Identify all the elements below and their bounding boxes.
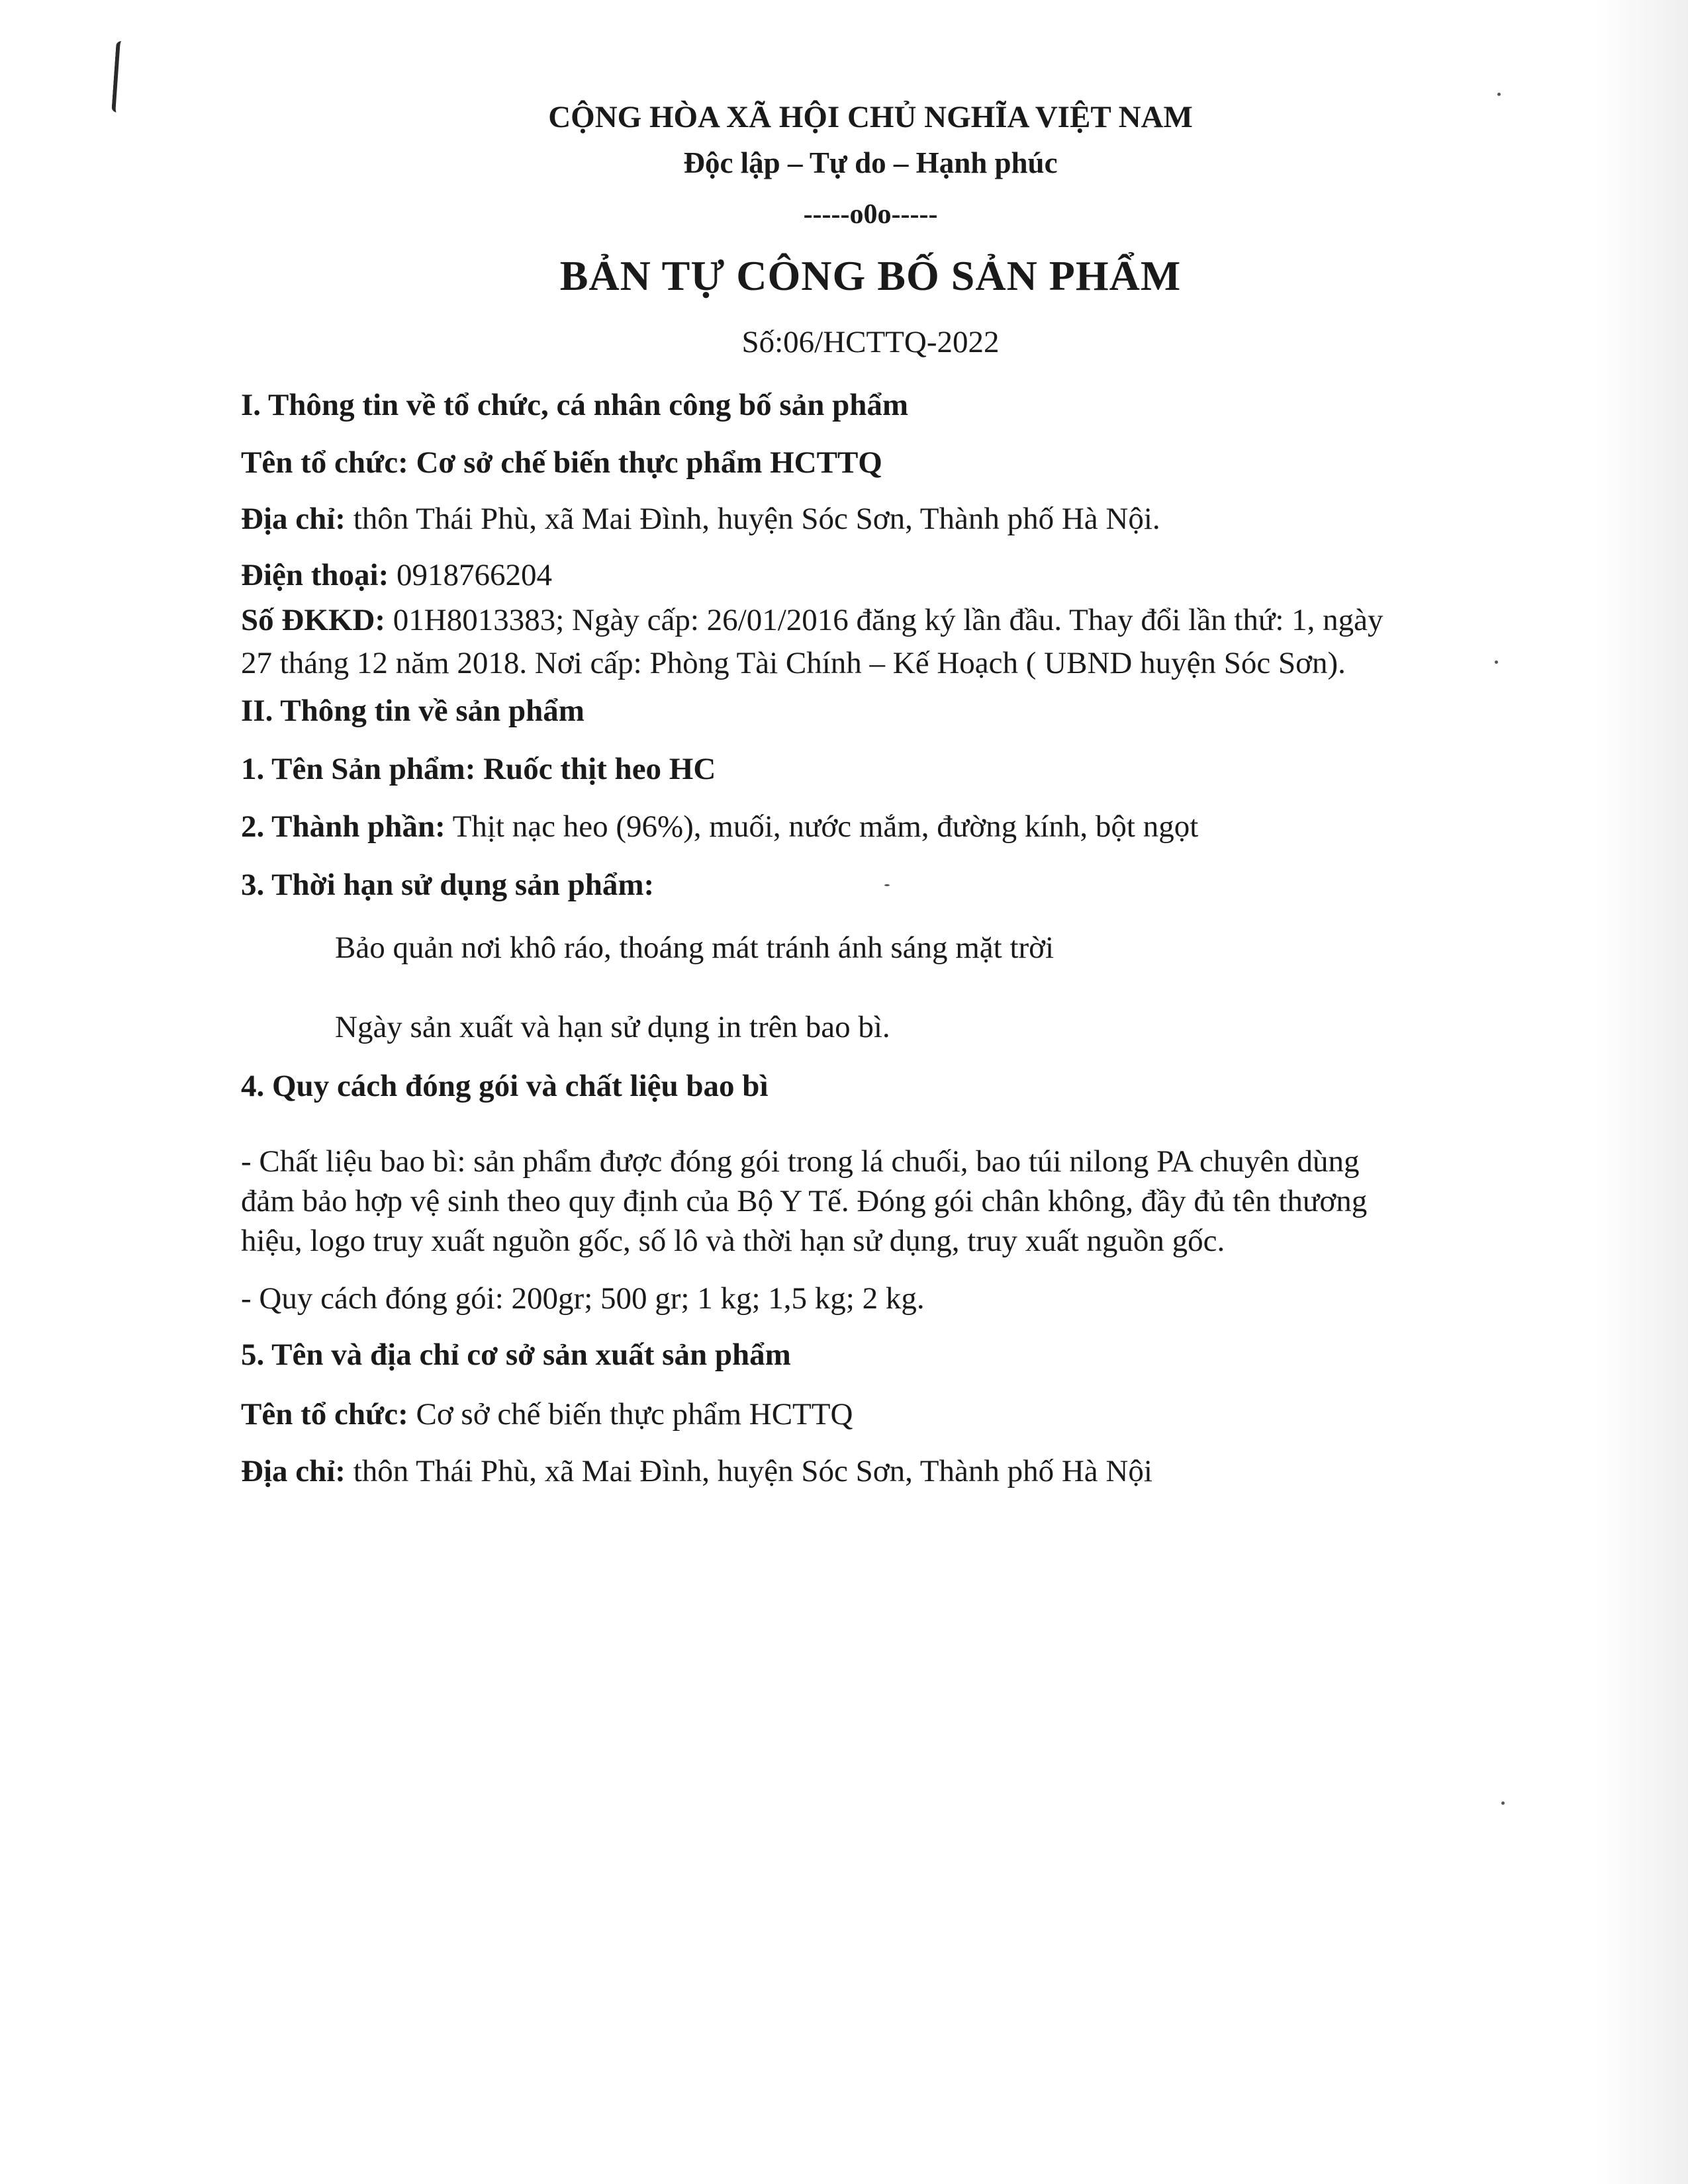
address-label: Địa chỉ: xyxy=(241,502,346,536)
dkkd-value: 01H8013383; Ngày cấp: 26/01/2016 đăng ký lần đầu. Thay đổi lần thứ: 1, ngày xyxy=(393,603,1383,637)
org-label: Tên tổ chức: xyxy=(241,445,408,480)
ingredients-label: 2. Thành phần: xyxy=(241,809,445,844)
producer-address-line xyxy=(241,1453,1152,1489)
dkkd-label: Số ĐKKD: xyxy=(241,603,386,637)
separator: -----o0o----- xyxy=(803,199,938,230)
packaging-material-line-3: hiệu, logo truy xuất nguồn gốc, số lô và thời hạn sử dụng, truy xuất nguồn gốc. xyxy=(241,1224,1225,1258)
ingredients-line xyxy=(241,809,1198,844)
producer-org-label: Tên tổ chức: xyxy=(241,1397,408,1432)
scan-speck xyxy=(1501,1801,1505,1805)
packaging-material-line-1: - Chất liệu bao bì: sản phẩm được đóng gói trong lá chuối, bao túi nilong PA chuyên dùng xyxy=(241,1144,1360,1179)
phone-line xyxy=(241,557,552,593)
dkkd-line-2: 27 tháng 12 năm 2018. Nơi cấp: Phòng Tài Chính – Kế Hoạch ( UBND huyện Sóc Sơn). xyxy=(241,646,1346,680)
section-2-heading: II. Thông tin về sản phẩm xyxy=(241,694,585,728)
date-note: Ngày sản xuất và hạn sử dụng in trên bao bì. xyxy=(335,1010,890,1044)
nation-header: CỘNG HÒA XÃ HỘI CHỦ NGHĨA VIỆT NAM xyxy=(548,100,1193,134)
producer-org-line xyxy=(241,1396,853,1432)
motto: Độc lập – Tự do – Hạnh phúc xyxy=(683,146,1058,179)
producer-heading: 5. Tên và địa chỉ cơ sở sản xuất sản phẩm xyxy=(241,1338,791,1372)
document-title: BẢN TỰ CÔNG BỐ SẢN PHẨM xyxy=(559,252,1182,299)
packaging-material-line-2: đảm bảo hợp vệ sinh theo quy định của Bộ Y Tế. Đóng gói chân không, đầy đủ tên thương xyxy=(241,1184,1368,1218)
producer-address-value: thôn Thái Phù, xã Mai Đình, huyện Sóc Sơn, Thành phố Hà Nội xyxy=(353,1454,1152,1488)
section-1-heading: I. Thông tin về tổ chức, cá nhân công bố sản phẩm xyxy=(241,388,909,422)
product-name: 1. Tên Sản phẩm: Ruốc thịt heo HC xyxy=(241,752,716,786)
producer-org-value: Cơ sở chế biến thực phẩm HCTTQ xyxy=(416,1397,853,1432)
org-value: Cơ sở chế biến thực phẩm HCTTQ xyxy=(416,445,882,480)
document-number: Số:06/HCTTQ-2022 xyxy=(741,325,1000,359)
phone-label: Điện thoại: xyxy=(241,558,389,592)
shelf-life-heading: 3. Thời hạn sử dụng sản phẩm: xyxy=(241,868,655,902)
storage-note: Bảo quản nơi khô ráo, thoáng mát tránh ánh sáng mặt trời xyxy=(335,931,1055,965)
dkkd-line xyxy=(241,602,1383,638)
producer-address-label: Địa chỉ: xyxy=(241,1454,346,1488)
packing-spec: - Quy cách đóng gói: 200gr; 500 gr; 1 kg; 1,5 kg; 2 kg. xyxy=(241,1281,925,1316)
scan-speck xyxy=(1497,93,1501,96)
scan-speck xyxy=(884,884,890,886)
phone-value: 0918766204 xyxy=(397,558,552,592)
packaging-heading: 4. Quy cách đóng gói và chất liệu bao bì xyxy=(241,1069,769,1103)
scan-speck xyxy=(1495,660,1498,664)
address-line xyxy=(241,501,1160,537)
address-value: thôn Thái Phù, xã Mai Đình, huyện Sóc Sơn, Thành phố Hà Nội. xyxy=(353,502,1160,536)
org-line xyxy=(241,445,882,480)
ingredients-value: Thịt nạc heo (96%), muối, nước mắm, đường kính, bột ngọt xyxy=(452,809,1199,844)
